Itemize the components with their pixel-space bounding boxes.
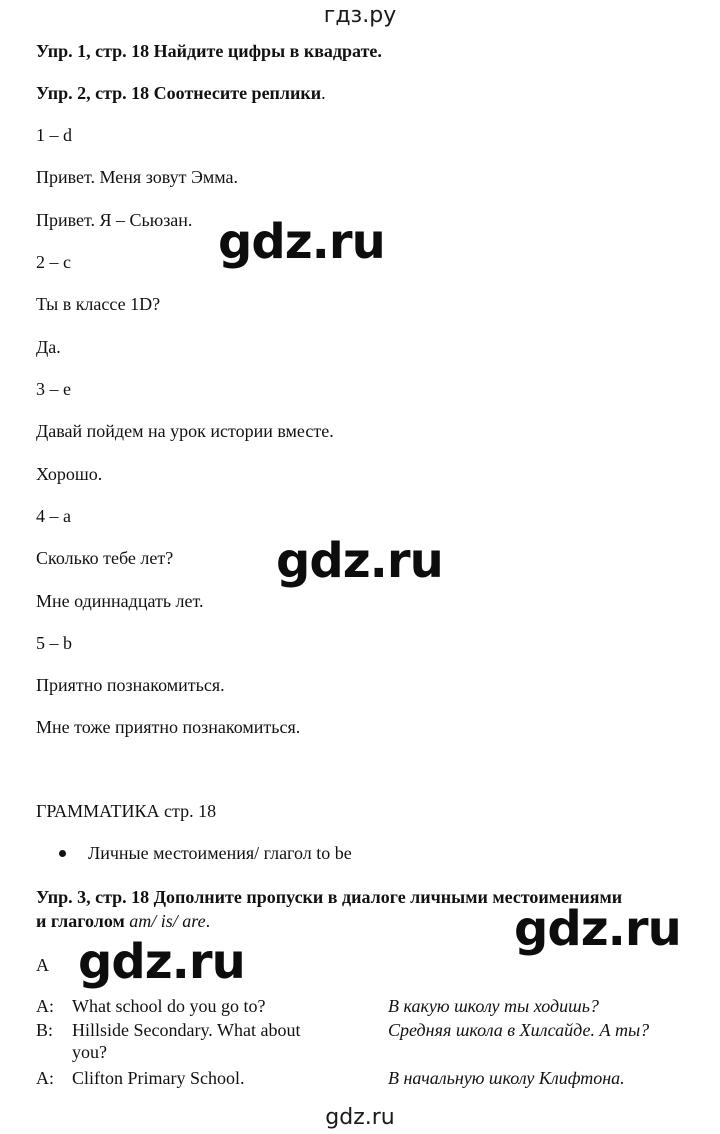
exercise-1-title: Упр. 1, стр. 18 Найдите цифры в квадрате. <box>36 41 382 61</box>
answer-line: Ты в классе 1D? <box>36 294 161 314</box>
exercise-3-title-line1: Упр. 3, стр. 18 Дополните пропуски в диалоге личными местоимениями <box>36 887 623 907</box>
exercise-2-title-text: Упр. 2, стр. 18 Соотнесите реплики <box>36 83 322 103</box>
watermark: gdz.ru <box>218 214 385 270</box>
answer-line: 1 – d <box>36 125 72 145</box>
answer-line: 3 – e <box>36 379 71 399</box>
answer-line: Сколько тебе лет? <box>36 548 174 568</box>
exercise-3-title-end: . <box>205 911 211 931</box>
exercise-2-title <box>36 82 326 104</box>
answer-line: Мне тоже приятно познакомиться. <box>36 717 301 737</box>
answer-line: Хорошо. <box>36 464 103 484</box>
watermark: gdz.ru <box>276 533 443 589</box>
answer-line: 4 – a <box>36 506 71 526</box>
exercise-2-title-dot: . <box>321 83 326 103</box>
dialogue-english-line1: Hillside Secondary. What about <box>72 1020 301 1040</box>
dialogue-speaker: B: <box>36 1020 54 1040</box>
watermark: gdz.ru <box>78 934 245 990</box>
bullet-icon <box>59 850 66 857</box>
exercise-3-title-line2 <box>36 910 210 932</box>
dialogue-english-line2: you? <box>72 1042 107 1062</box>
answer-line: 5 – b <box>36 633 72 653</box>
dialogue-speaker: A: <box>36 996 54 1016</box>
site-header: гдз.ру <box>323 3 397 28</box>
dialogue-english: Clifton Primary School. <box>72 1068 245 1088</box>
answer-line: Приятно познакомиться. <box>36 675 225 695</box>
exercise-3-title-bold: и глаголом <box>36 911 125 931</box>
dialogue-english <box>72 1019 372 1063</box>
answer-line: Привет. Я – Сьюзан. <box>36 210 193 230</box>
answer-line: 2 – c <box>36 252 71 272</box>
dialogue-russian: В какую школу ты ходишь? <box>388 996 599 1016</box>
dialogue-speaker: A: <box>36 1068 54 1088</box>
exercise-3-title-italic: am/ is/ are <box>124 911 206 931</box>
watermark: gdz.ru <box>514 901 681 957</box>
answer-line: Привет. Меня зовут Эмма. <box>36 167 238 187</box>
grammar-heading: ГРАММАТИКА стр. 18 <box>36 801 217 821</box>
footer-watermark: gdz.ru <box>325 1105 395 1130</box>
answer-line: Давай пойдем на урок истории вместе. <box>36 421 334 441</box>
dialogue-english: What school do you go to? <box>72 996 266 1016</box>
section-label: A <box>36 955 49 975</box>
dialogue-russian: Средняя школа в Хилсайде. А ты? <box>388 1020 650 1040</box>
answer-line: Мне одиннадцать лет. <box>36 591 204 611</box>
grammar-bullet-text: Личные местоимения/ глагол to be <box>88 843 352 863</box>
dialogue-russian: В начальную школу Клифтона. <box>388 1068 625 1088</box>
answer-line: Да. <box>36 337 61 357</box>
